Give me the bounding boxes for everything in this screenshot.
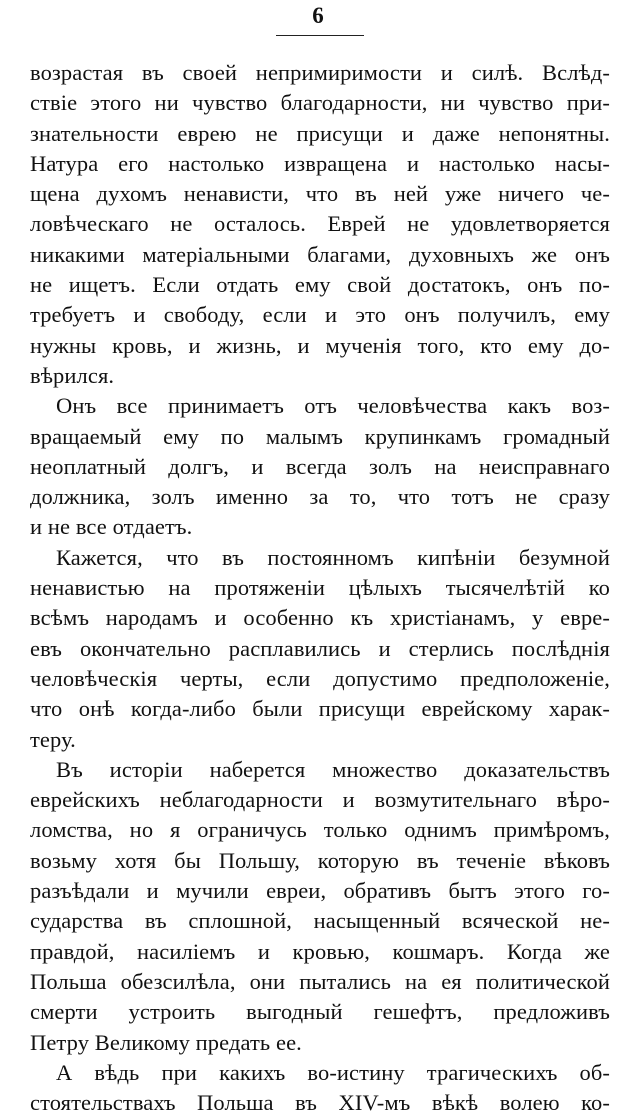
text-line: не ищетъ. Если отдать ему свой достатокъ, онъ по-: [30, 272, 610, 298]
text-line: ловѣческаго не осталось. Еврей не удовлетворяется: [30, 211, 610, 237]
text-line: стоятельствахъ Польша въ XIV-мъ вѣкѣ волею ко-: [30, 1090, 610, 1116]
text-line: никакими матеріальными благами, духовныхъ же онъ: [30, 241, 610, 267]
text-line: Петру Великому предать ее.: [30, 1029, 302, 1055]
text-line: разъѣдали и мучили евреи, обративъ бытъ этого го-: [30, 878, 610, 904]
text-line: правдой, насиліемъ и кровью, кошмаръ. Когда же: [30, 938, 610, 964]
text-line: сударства въ сплошной, насыщенный всяческой не-: [30, 908, 610, 934]
body-text: [30, 58, 610, 1118]
text-line: ненавистью на протяженіи цѣлыхъ тысячелѣтій ко: [30, 575, 610, 601]
text-line: знательности еврею не присущи и даже непонятны.: [30, 120, 610, 146]
text-line: нужны кровь, и жизнь, и мученія того, кто ему до-: [30, 332, 610, 358]
text-line: человѣческія черты, если допустимо предположеніе,: [30, 665, 610, 691]
text-line: ствіе этого ни чувство благодарности, ни чувство при-: [30, 90, 610, 116]
text-line: вращаемый ему по малымъ крупинкамъ громадный: [30, 423, 610, 449]
text-line: щена духомъ ненависти, что въ ней уже ничего че-: [30, 181, 610, 207]
text-line: еврейскихъ неблагодарности и возмутительнаго вѣро-: [30, 787, 610, 813]
text-line: ломства, но я ограничусь только однимъ примѣромъ,: [30, 817, 610, 843]
text-line: евъ окончательно расплавились и стерлись послѣднія: [30, 635, 610, 661]
text-line: возрастая въ своей непримиримости и силѣ. Вслѣд-: [30, 60, 610, 85]
text-line: и не все отдаетъ.: [30, 514, 193, 540]
text-line: смерти устроить выгодный гешефтъ, предложивъ: [30, 999, 610, 1025]
text-line: теру.: [30, 726, 76, 752]
text-line: Натура его настолько извращена и настолько насы-: [30, 150, 610, 176]
text-line: Въ исторіи наберется множество доказательствъ: [56, 756, 610, 782]
text-line: вѣрился.: [30, 362, 115, 388]
text-line: что онѣ когда-либо были присущи еврейскому харак-: [30, 696, 610, 722]
text-line: требуетъ и свободу, если и это онъ получилъ, ему: [30, 302, 610, 328]
text-line: всѣмъ народамъ и особенно къ христіанамъ, у евре-: [30, 605, 610, 631]
text-line: Польша обезсилѣла, они пытались на ея политической: [30, 968, 610, 994]
text-line: Онъ все принимаетъ отъ человѣчества какъ воз-: [56, 393, 610, 419]
text-line: должника, золъ именно за то, что тотъ не сразу: [30, 484, 610, 510]
text-line: Кажется, что въ постоянномъ кипѣніи безумной: [56, 544, 610, 570]
header-rule: [276, 35, 364, 36]
page-number: 6: [312, 3, 324, 28]
text-line: А вѣдь при какихъ во-истину трагическихъ об-: [56, 1059, 610, 1085]
text-line: возьму хотя бы Польшу, которую въ теченіе вѣковъ: [30, 847, 610, 873]
text-line: неоплатный долгъ, и всегда золъ на неисправнаго: [30, 453, 610, 479]
